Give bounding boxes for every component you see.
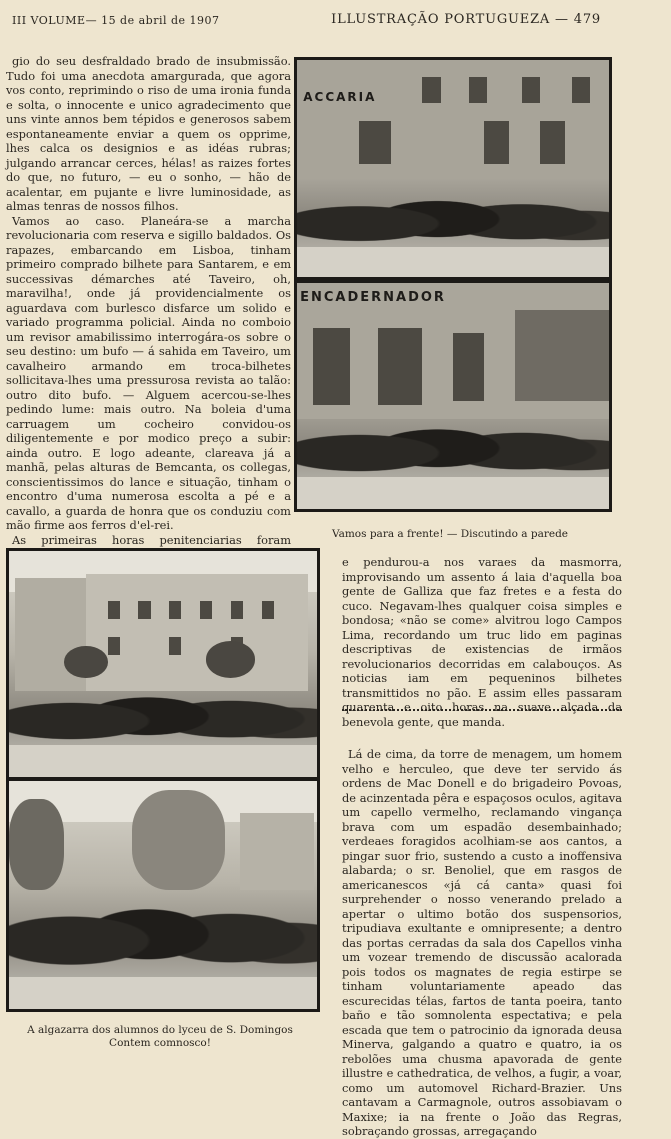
photo-bookbinder-crowd — [294, 280, 612, 512]
paragraph: e pendurou-a nos varaes da masmorra, improvisando um assento á laia d'aquella boa gente de Galliza que faz fretes e a festa do cuco. Negavam-lhes qualquer coisa simples e bondosa; «não se come» alvitrou logo Campos Lima, recordando um truc lido em paginas descriptivas de existencias de irmãos revolucionarios decorridas em calabouços. As noticias iam em pequeninos bilhetes transmittidos no pão. E assim elles passaram quarenta e oito horas na suave alçada da benevola gente, que manda. — [342, 555, 622, 729]
text-column-bottom — [342, 555, 622, 1139]
photo-caption-bottom: A algazarra dos alumnos do lyceu de S. Domingos Contem comnosco! — [27, 1024, 293, 1049]
paragraph: gio do seu desfraldado brado de insubmissão. Tudo foi uma anecdota amargurada, que agora vos conto, reprimindo o riso de uma ironia funda e solta, o innocente e unico agradecimento que uns vinte annos bem tépidos e generosos sabem espontaneamente enviar a quem os opprime, lhes calca os designios e as idéas rubras; julgando arrancar cerces, hélas! as raizes fortes do que, no futuro, — eu o sonho, — hão de acalentar, em pujante e livre luminosidade, as almas tenras de nossos filhos. — [6, 54, 291, 213]
photo-square-students — [6, 548, 320, 780]
page-header-right: ILLUSTRAÇÃO PORTUGUEZA — 479 — [331, 12, 601, 27]
text-column-top — [6, 54, 291, 605]
paragraph: As primeiras horas penitenciarias foram — [12, 532, 291, 547]
page-header-left: III VOLUME— 15 de abril de 1907 — [12, 14, 220, 27]
paragraph: Vamos ao caso. Planeára-se a marcha revolucionaria com reserva e sigillo baldados. Os rapazes, embarcando em Lisboa, tinham primeiro comprado bilhete para Santarem, e em successivas démarches até Taveiro, oh, maravilha!, onde já providencialmente os aguardava com burlesco disfarce um solido e variado programma policial. Ainda no comboio um revisor amabilissimo interrogára-os sobre o seu destino: um bufo — á sahida em Taveiro, um cavalheiro armando em troca-bilhetes sollicitava-lhes uma pressurosa revista ao talão: outro dito bufo. — Alguem acercou-se-lhes pedindo lume: mais outro. Na boleia d'uma carruagem um cocheiro convidou-os diligentemente e por modico preço a subir: ainda outro. E logo adeante, clareava já a manhã, pelas alturas de Bemcanta, os collegas, conscientissimos do lance e situação, tinham o encontro d'uma numerosa escolta a pé e a cavallo, a guarda de honra que os conduziu com mão firme aos ferros d'el-rei. — [6, 213, 291, 532]
shop-sign: ACCARIA — [303, 90, 377, 105]
photo-street-crowd — [294, 57, 612, 280]
photo-lyceum-students — [6, 778, 320, 1012]
photo-caption-top: Vamos para a frente! — Discutindo a parede — [331, 528, 569, 540]
section-divider — [342, 709, 622, 711]
shop-sign: ENCADERNADOR — [300, 289, 446, 305]
paragraph: Lá de cima, da torre de menagem, um homem velho e herculeo, que deve ter servido ás ordens de Mac Donell e do brigadeiro Povoas, de acinzentada pêra e espaçosos oculos, agitava um capello vermelho, reclamando vingança brava com um espadão desembainhado; verdeaes foragidos acolhiam-se aos cantos, a pingar suor frio, sustendo a custo a inoffensiva alabarda; o sr. Benoliel, que em rasgos de americanescos «já cá canta» quasi foi surprehender o nosso venerando prelado a apertar o ultimo botão dos suspensorios, tripudiava exultante e omnipresente; a dentro das portas cerradas da sala dos Capellos vinha um vozear tremendo de discussão acalorada pois todos os magnates de regia estirpe se tinham voluntariamente apeado das escurecidas télas, fartos de tanta poeira, tanto baño e tão somnolenta espectativa; e pela escada que tem o patrocinio da ignorada deusa Minerva, galgando a quatro e quatro, ia os rebolões uma chusma apavorada de gente illustre e cathedratica, de velhos, a fugir, a voar, como um automovel Richard-Brazier. Uns cantavam a Carmagnole, outros assobiavam o Maxixe; ia na frente o João das Regras, sobraçando grossas, arregaçando — [342, 747, 622, 1138]
